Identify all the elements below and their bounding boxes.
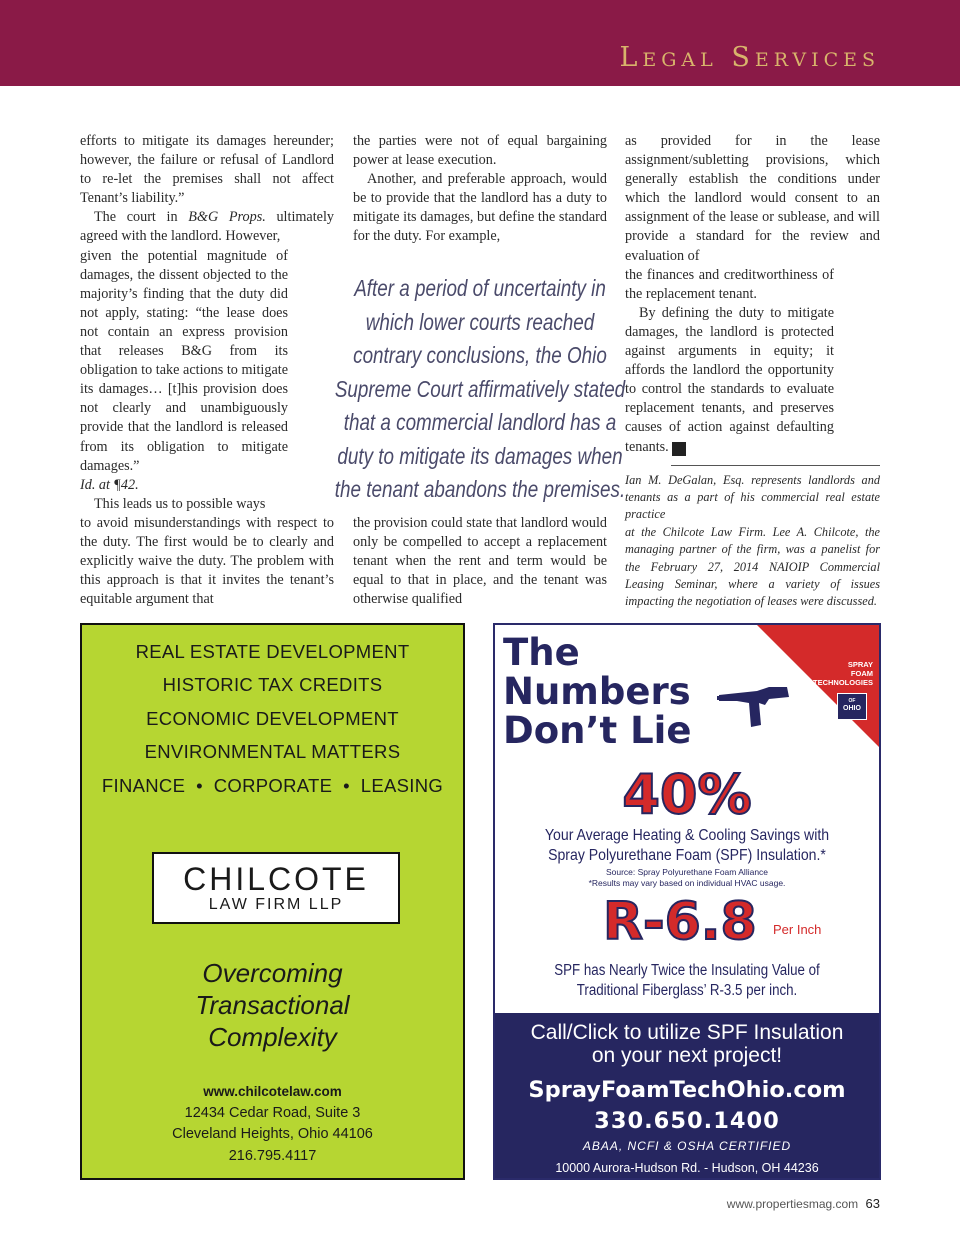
author-bio: Ian M. DeGalan, Esq. represents landlords and tenants as a part of his commercial real estate practice bbox=[625, 472, 880, 522]
service-item: FINANCE • CORPORATE • LEASING bbox=[101, 774, 444, 796]
r-value-unit: Per Inch bbox=[773, 922, 822, 937]
badge-text bbox=[793, 660, 873, 687]
description-line: SPF has Nearly Twice the Insulating Value of bbox=[554, 962, 820, 979]
badge-line: SPRAY bbox=[847, 660, 873, 669]
section-header-bar bbox=[0, 0, 960, 86]
source-line: Source: Spray Polyurethane Foam Alliance bbox=[605, 867, 769, 877]
article-column-2-continued bbox=[353, 514, 607, 609]
phone-number[interactable]: 330.650.1400 bbox=[594, 1108, 780, 1134]
ad-tagline bbox=[82, 957, 463, 1053]
article-column-2 bbox=[353, 132, 607, 247]
address-line: 12434 Cedar Road, Suite 3 bbox=[184, 1104, 361, 1121]
website-link[interactable]: www.chilcotelaw.com bbox=[203, 1084, 342, 1099]
service-item: ECONOMIC DEVELOPMENT bbox=[146, 707, 399, 729]
article-column-3 bbox=[625, 132, 880, 611]
source-note bbox=[495, 867, 879, 889]
badge-line: TECHNOLOGIES bbox=[812, 678, 873, 687]
end-mark-icon: P bbox=[672, 442, 686, 456]
service-item: REAL ESTATE DEVELOPMENT bbox=[135, 641, 410, 662]
ad-headline bbox=[503, 633, 691, 750]
tagline-line: Complexity bbox=[208, 1022, 337, 1052]
paragraph: efforts to mitigate its damages hereunder; however, the failure or refusal of Landlord to re-let the premises shall not affect Tenant’s liability.” bbox=[80, 133, 334, 207]
phone-number: 216.795.4117 bbox=[228, 1147, 317, 1164]
call-to-action bbox=[495, 1021, 879, 1067]
text-run: By defining the duty to mitigate damages, the landlord is protected against arguments in equity; it affords the landlord the opportunity to control the standards to evaluate replacement tenants, and preserves causes of action against defaulting tenants. bbox=[625, 304, 834, 455]
savings-stat: 40% bbox=[622, 763, 752, 826]
paragraph bbox=[625, 304, 834, 457]
website-link[interactable]: SprayFoamTechOhio.com bbox=[528, 1077, 846, 1103]
service-list bbox=[82, 641, 463, 808]
paragraph: the parties were not of equal bargaining power at lease execution. bbox=[353, 133, 607, 169]
paragraph: Another, and preferable approach, would be to provide that the landlord has a duty to mitigate its damages, but define the standard for the duty. For example, bbox=[353, 171, 607, 245]
ohio-state-icon bbox=[837, 693, 867, 720]
tagline-line: Transactional bbox=[195, 990, 350, 1020]
pull-quote: After a period of uncertainty in which lower courts reached contrary conclusions, the Ohio Supreme Court affirmatively stated that a commercial landlord has a duty to mitigate its damages when the tenant abandons the premises. bbox=[334, 275, 626, 502]
logo-name: CHILCOTE bbox=[183, 861, 369, 897]
author-bio-continued: at the Chilcote Law Firm. Lee A. Chilcote, the managing partner of the firm, was a panelist for the February 27, 2014 NAIOIP Commercial Leasing Seminar, where a variety of issues impacting the negotiation of leases were discussed. bbox=[625, 524, 880, 609]
spray-foam-ad[interactable] bbox=[493, 623, 881, 1180]
headline-line: Don’t Lie bbox=[503, 709, 692, 752]
headline-line: Numbers bbox=[503, 670, 691, 713]
disclaimer-line: *Results may vary based on individual HVAC usage. bbox=[588, 878, 786, 888]
paragraph: to avoid misunderstandings with respect to the duty. The first would be to clearly and explicitly waive the duty. The problem with this approach is that it invites the tenant’s equitable argument that bbox=[80, 514, 334, 608]
paragraph: This leads us to possible ways bbox=[94, 495, 266, 512]
chilcote-law-ad[interactable] bbox=[80, 623, 465, 1180]
certifications: ABAA, NCFI & OSHA CERTIFIED bbox=[582, 1139, 792, 1153]
paragraph bbox=[80, 208, 334, 246]
chilcote-logo bbox=[152, 852, 400, 924]
logo-subtitle: LAW FIRM LLP bbox=[208, 896, 344, 913]
state-name: OHIO bbox=[843, 705, 861, 712]
footer-url[interactable]: www.propertiesmag.com bbox=[726, 1197, 859, 1211]
headline-line: The bbox=[503, 631, 580, 674]
service-item: HISTORIC TAX CREDITS bbox=[162, 674, 383, 696]
text-run: ultimately agreed with the landlord. However, bbox=[80, 209, 334, 245]
page-number: 63 bbox=[865, 1196, 880, 1211]
contact-block bbox=[82, 1081, 463, 1167]
description-line: Spray Polyurethane Foam (SPF) Insulation.* bbox=[548, 846, 826, 864]
description-line: Traditional Fiberglass’ R-3.5 per inch. bbox=[576, 981, 798, 999]
cta-line: on your next project! bbox=[591, 1044, 783, 1067]
divider bbox=[671, 465, 880, 466]
state-prefix: OF bbox=[848, 698, 856, 704]
text-run: The court in bbox=[94, 209, 189, 226]
section-title: Legal Services bbox=[619, 42, 880, 73]
address-line: Cleveland Heights, Ohio 44106 bbox=[172, 1126, 373, 1142]
paragraph: as provided for in the lease assignment/subletting provisions, which generally establish the conditions under which the landlord would consent to an assignment of the lease or sublease, and will provide a standard for the review and evaluation of bbox=[625, 133, 880, 264]
insulation-description bbox=[522, 961, 852, 1000]
address-line: 10000 Aurora-Hudson Rd. - Hudson, OH 44236 bbox=[555, 1161, 819, 1175]
badge-line: FOAM bbox=[850, 669, 873, 678]
r-value-stat: R-6.8 bbox=[603, 892, 757, 952]
service-item: ENVIRONMENTAL MATTERS bbox=[144, 741, 401, 763]
tagline-line: Overcoming bbox=[202, 958, 343, 988]
description-line: Your Average Heating & Cooling Savings with bbox=[544, 827, 830, 844]
paragraph: given the potential magnitude of damages, the dissent objected to the majority’s finding that the duty did not apply, stating: “the lease does not contain an express provision that releases B&G from its obligation to take actions to mitigate its damages… [t]his provision does not clearly and unambiguously provide that the landlord is released from its obligation to mitigate damages.” bbox=[80, 247, 288, 474]
savings-description bbox=[518, 826, 856, 865]
citation: Id. at ¶42. bbox=[80, 476, 139, 493]
case-name: B&G Props. bbox=[188, 209, 266, 226]
article-column-1 bbox=[80, 132, 334, 609]
page-footer bbox=[727, 1196, 880, 1211]
paragraph: the finances and creditworthiness of the replacement tenant. bbox=[625, 266, 834, 302]
paragraph: the provision could state that landlord would only be compelled to accept a replacement tenant when the rent and term would be equal to that in place, and the tenant was otherwise qualified bbox=[353, 515, 607, 608]
cta-line: Call/Click to utilize SPF Insulation bbox=[530, 1021, 844, 1044]
